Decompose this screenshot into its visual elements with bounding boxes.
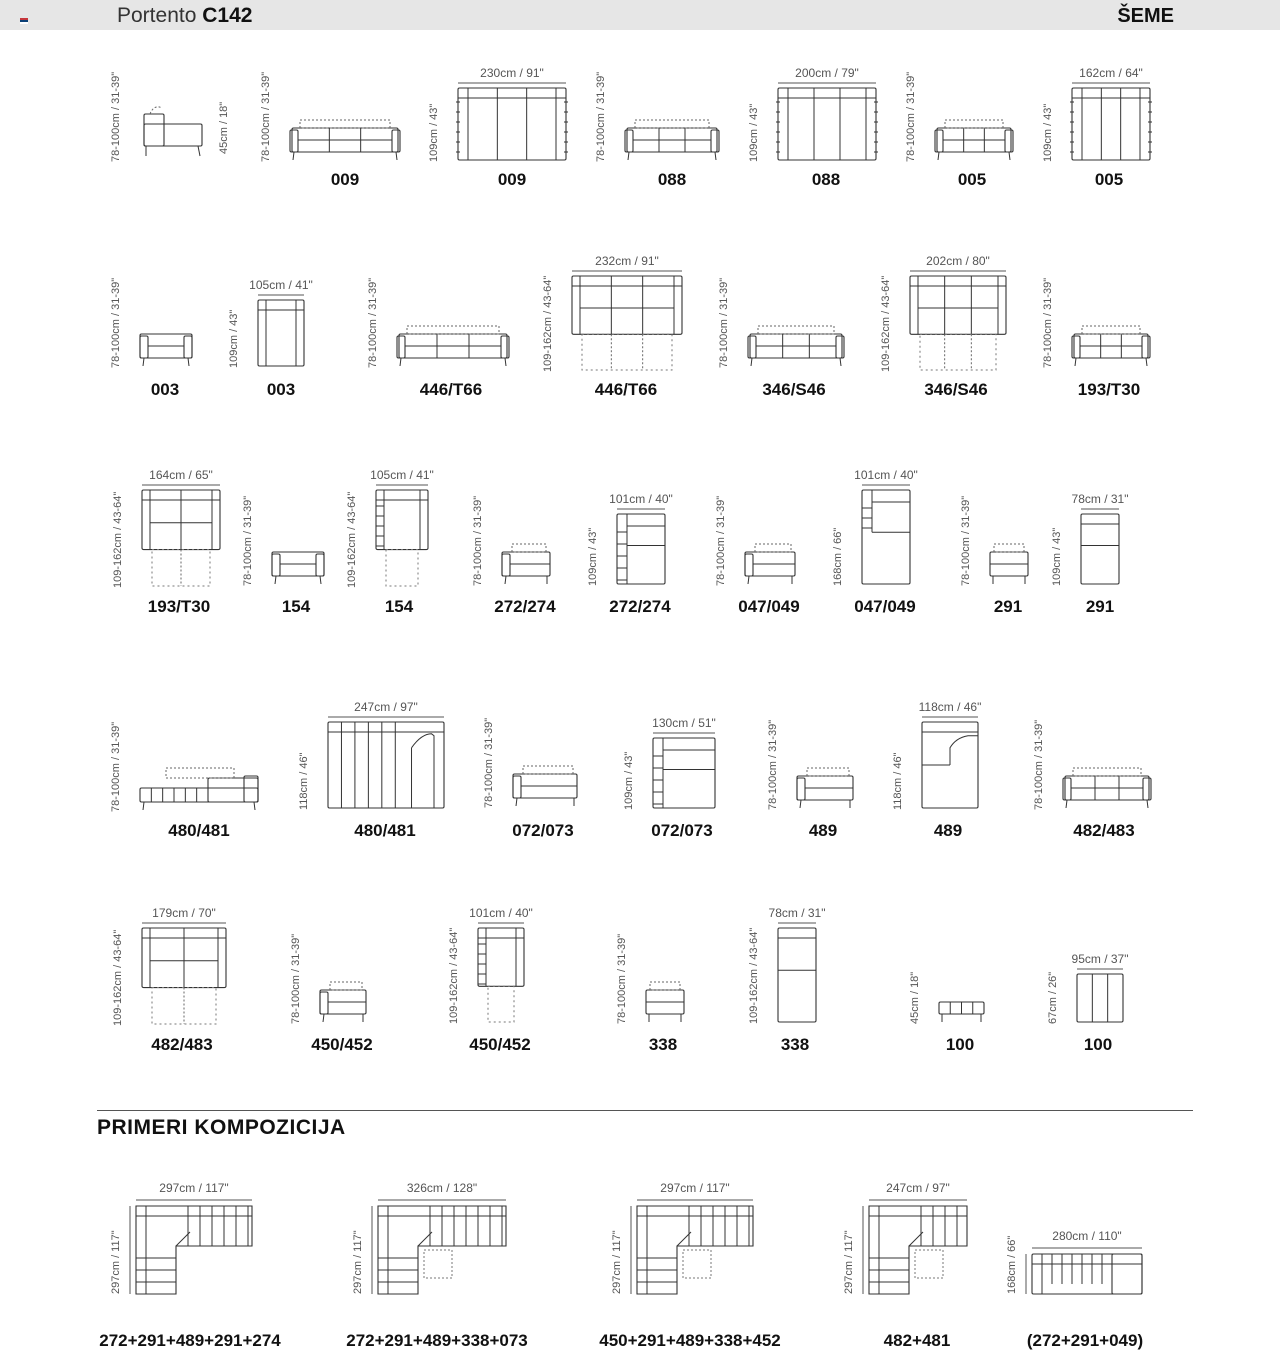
width-dimension: 297cm / 117" — [660, 1181, 730, 1195]
height-dimension: 297cm / 117" — [843, 1230, 855, 1294]
height-dimension: 78-100cm / 31-39" — [960, 495, 972, 586]
height-dimension: 109cm / 43" — [623, 751, 635, 810]
composition-code: 450+291+489+338+452 — [599, 1331, 781, 1350]
module-code: 291 — [1085, 597, 1115, 616]
module-code: 193/T30 — [147, 597, 211, 616]
width-dimension: 230cm / 91" — [480, 66, 544, 80]
module-drawing — [625, 88, 719, 160]
height-dimension: 78-100cm / 31-39" — [110, 71, 122, 162]
height-dimension: 78-100cm / 31-39" — [367, 277, 379, 368]
module-code: 005 — [957, 170, 987, 189]
height-dimension: 109-162cm / 43-64" — [880, 275, 892, 372]
height-dimension: 78-100cm / 31-39" — [905, 71, 917, 162]
module-code: 047/049 — [854, 597, 916, 616]
module-drawing — [272, 520, 324, 584]
height-dimension: 67cm / 26" — [1047, 971, 1059, 1024]
module-code: 088 — [657, 170, 687, 189]
width-dimension: 326cm / 128" — [406, 1181, 478, 1195]
height-dimension: 109cm / 43" — [1051, 527, 1063, 586]
brand-name: Portento — [117, 4, 197, 27]
composition-drawing — [1032, 1254, 1142, 1294]
width-dimension: 202cm / 80" — [926, 254, 990, 268]
flag-icon — [20, 18, 28, 24]
width-dimension: 101cm / 40" — [854, 468, 918, 482]
height-dimension: 109-162cm / 43-64" — [542, 275, 554, 372]
module-code: 480/481 — [354, 821, 416, 840]
module-code: 009 — [330, 170, 360, 189]
composition-code: 482+481 — [883, 1331, 951, 1350]
height-dimension: 109-162cm / 43-64" — [346, 491, 358, 588]
height-dimension: 297cm / 117" — [352, 1230, 364, 1294]
module-drawing — [1072, 300, 1150, 366]
compositions-title: PRIMERI KOMPOZICIJA — [97, 1116, 346, 1139]
module-drawing — [1063, 740, 1151, 808]
module-code: 154 — [281, 597, 311, 616]
module-drawing — [910, 276, 1006, 370]
height-dimension: 109-162cm / 43-64" — [748, 927, 760, 1024]
module-drawing — [1081, 514, 1119, 584]
module-drawing — [778, 928, 816, 1022]
height-dimension: 109-162cm / 43-64" — [448, 927, 460, 1024]
module-drawing — [646, 964, 684, 1022]
module-drawing — [922, 722, 978, 808]
module-drawing — [862, 490, 910, 584]
height-dimension: 78-100cm / 31-39" — [110, 721, 122, 812]
height-dimension: 109cm / 43" — [1042, 103, 1054, 162]
module-drawing — [513, 742, 577, 806]
module-code: 003 — [150, 380, 180, 399]
module-code: 003 — [266, 380, 296, 399]
height-dimension: 78-100cm / 31-39" — [260, 71, 272, 162]
module-drawing — [140, 300, 192, 366]
module-drawing — [458, 88, 566, 160]
module-drawing — [939, 964, 984, 1022]
module-code: 446/T66 — [419, 380, 483, 399]
module-code: 489 — [808, 821, 838, 840]
height-dimension: 78-100cm / 31-39" — [1033, 719, 1045, 810]
module-drawing — [748, 300, 844, 366]
width-dimension: 247cm / 97" — [886, 1181, 950, 1195]
width-dimension: 105cm / 41" — [249, 278, 313, 292]
module-code: 272/274 — [609, 597, 671, 616]
module-drawing — [478, 928, 524, 1022]
height-dimension: 78-100cm / 31-39" — [1042, 277, 1054, 368]
module-code: 100 — [1083, 1035, 1113, 1054]
composition-drawing — [136, 1206, 252, 1294]
height-dimension: 297cm / 117" — [110, 1230, 122, 1294]
height-dimension: 78-100cm / 31-39" — [242, 495, 254, 586]
width-dimension: 232cm / 91" — [595, 254, 659, 268]
width-dimension: 164cm / 65" — [149, 468, 213, 482]
module-drawing — [376, 490, 428, 586]
width-dimension: 78cm / 31" — [1071, 492, 1129, 506]
section-label: ŠEME — [1117, 5, 1174, 27]
height-dimension: 109-162cm / 43-64" — [112, 929, 124, 1026]
module-drawing — [617, 514, 665, 584]
module-code: 009 — [497, 170, 527, 189]
width-dimension: 105cm / 41" — [370, 468, 434, 482]
module-code: 480/481 — [168, 821, 230, 840]
height-dimension: 78-100cm / 31-39" — [472, 495, 484, 586]
module-drawing — [935, 88, 1013, 160]
height-dimension: 168cm / 66" — [1006, 1235, 1018, 1294]
page-header — [0, 0, 1280, 30]
composition-code: 272+291+489+338+073 — [346, 1331, 528, 1350]
module-drawing — [397, 300, 509, 366]
width-dimension: 78cm / 31" — [768, 906, 826, 920]
composition-drawing — [869, 1206, 967, 1294]
width-dimension: 280cm / 110" — [1052, 1229, 1122, 1243]
module-code: 154 — [384, 597, 414, 616]
seat-height-dimension: 45cm / 18" — [218, 101, 230, 154]
height-dimension: 78-100cm / 31-39" — [483, 717, 495, 808]
module-drawing — [328, 722, 444, 808]
height-dimension: 109cm / 43" — [587, 527, 599, 586]
module-code: 272/274 — [494, 597, 556, 616]
module-drawing — [502, 520, 550, 584]
module-code: 482/483 — [1073, 821, 1135, 840]
width-dimension: 95cm / 37" — [1071, 952, 1129, 966]
module-drawing — [320, 964, 366, 1022]
composition-code: 272+291+489+291+274 — [99, 1331, 281, 1350]
height-dimension: 109cm / 43" — [428, 103, 440, 162]
module-code: 193/T30 — [1077, 380, 1141, 399]
width-dimension: 101cm / 40" — [609, 492, 673, 506]
height-dimension: 78-100cm / 31-39" — [110, 277, 122, 368]
module-code: 338 — [780, 1035, 810, 1054]
width-dimension: 162cm / 64" — [1079, 66, 1143, 80]
module-drawing — [778, 88, 876, 160]
module-drawing — [745, 520, 795, 584]
width-dimension: 179cm / 70" — [152, 906, 216, 920]
composition-drawing — [637, 1206, 753, 1294]
module-drawing — [1077, 974, 1123, 1022]
height-dimension: 78-100cm / 31-39" — [595, 71, 607, 162]
module-code: 088 — [811, 170, 841, 189]
width-dimension: 118cm / 46" — [918, 700, 982, 714]
module-drawing — [290, 88, 400, 160]
height-dimension: 118cm / 46" — [892, 752, 904, 810]
width-dimension: 101cm / 40" — [469, 906, 533, 920]
module-code: 450/452 — [469, 1035, 531, 1054]
height-dimension: 78-100cm / 31-39" — [718, 277, 730, 368]
module-code: 047/049 — [738, 597, 800, 616]
width-dimension: 200cm / 79" — [795, 66, 859, 80]
module-code: 072/073 — [512, 821, 574, 840]
page-title — [117, 4, 252, 28]
module-code: 005 — [1094, 170, 1124, 189]
module-drawing — [653, 738, 715, 808]
module-drawing — [140, 70, 206, 160]
module-code: 482/483 — [151, 1035, 213, 1054]
module-code: 346/S46 — [762, 380, 826, 399]
module-code: 338 — [648, 1035, 678, 1054]
module-code: 072/073 — [651, 821, 713, 840]
module-code: 446/T66 — [594, 380, 658, 399]
divider — [97, 1110, 1193, 1111]
module-drawing — [142, 490, 220, 586]
height-dimension: 78-100cm / 31-39" — [715, 495, 727, 586]
module-code: 291 — [993, 597, 1023, 616]
model-name: C142 — [202, 4, 253, 27]
module-drawing — [140, 740, 258, 810]
width-dimension: 130cm / 51" — [652, 716, 716, 730]
height-dimension: 118cm / 46" — [298, 752, 310, 810]
width-dimension: 297cm / 117" — [159, 1181, 229, 1195]
module-code: 489 — [933, 821, 963, 840]
module-code: 346/S46 — [924, 380, 988, 399]
composition-drawing — [378, 1206, 506, 1294]
height-dimension: 109cm / 43" — [748, 103, 760, 162]
height-dimension: 78-100cm / 31-39" — [616, 933, 628, 1024]
module-code: 450/452 — [311, 1035, 373, 1054]
height-dimension: 109-162cm / 43-64" — [112, 491, 124, 588]
height-dimension: 109cm / 43" — [228, 309, 240, 368]
module-drawing — [1072, 88, 1150, 160]
module-drawing — [990, 520, 1028, 584]
module-drawing — [258, 300, 304, 366]
module-drawing — [142, 928, 226, 1024]
module-code: 100 — [945, 1035, 975, 1054]
height-dimension: 297cm / 117" — [611, 1230, 623, 1294]
height-dimension: 168cm / 66" — [832, 527, 844, 586]
height-dimension: 78-100cm / 31-39" — [290, 933, 302, 1024]
height-dimension: 78-100cm / 31-39" — [767, 719, 779, 810]
composition-code: (272+291+049) — [1026, 1331, 1144, 1350]
height-dimension: 45cm / 18" — [909, 971, 921, 1024]
module-drawing — [797, 740, 853, 808]
module-drawing — [572, 276, 682, 370]
width-dimension: 247cm / 97" — [354, 700, 418, 714]
